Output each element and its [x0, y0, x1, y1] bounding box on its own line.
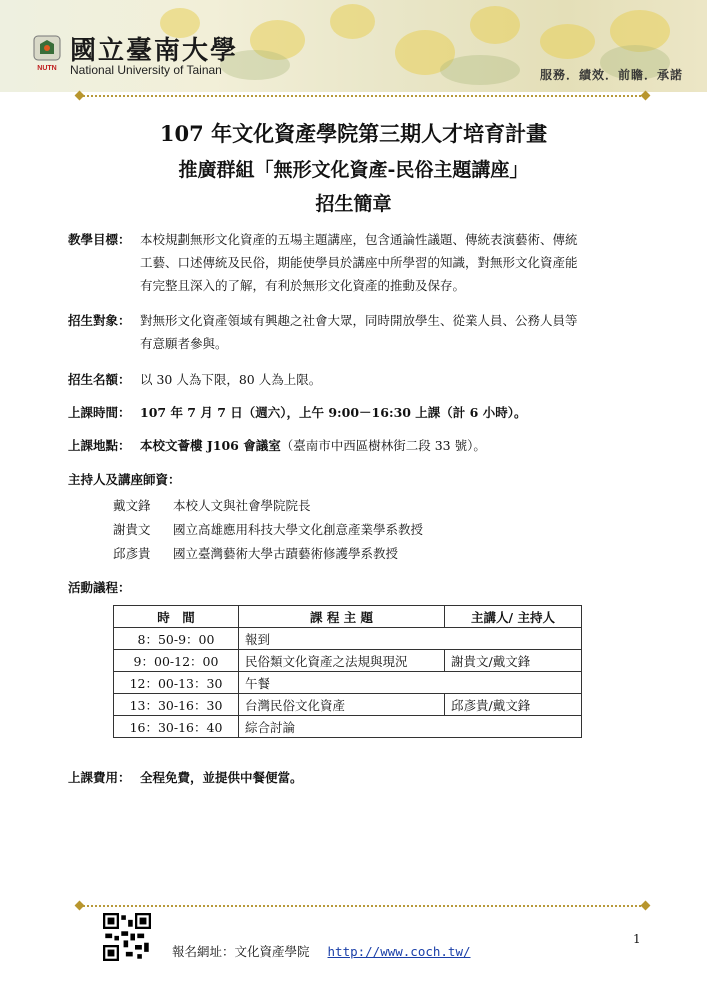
signup-label: 報名網址：文化資產學院 [172, 944, 310, 959]
cell-time: 8：50-9：00 [114, 628, 239, 650]
host-name: 謝貴文 [113, 522, 151, 537]
goal-line-3: 有完整且深入的了解，有利於無形文化資產的推動及保存。 [140, 278, 466, 293]
cell-topic: 民俗類文化資產之法規與現況 [239, 650, 445, 672]
cell-topic: 報到 [239, 628, 582, 650]
quota-text: 以 30 人為下限，80 人為上限。 [140, 372, 322, 387]
host-title: 國立臺灣藝術大學古蹟藝術修護學系教授 [172, 546, 398, 561]
cell-time: 16：30-16：40 [114, 716, 239, 738]
header-topic: 課 程 主 題 [239, 606, 445, 628]
fee-label: 上課費用： [68, 770, 131, 785]
table-row [114, 716, 582, 738]
table-row [114, 628, 582, 650]
place-text [140, 434, 645, 457]
cell-speaker: 謝貴文/戴文鋒 [445, 650, 582, 672]
page-heading: 招生簡章 [315, 193, 392, 215]
quota-label: 招生名額： [68, 372, 131, 387]
target-line-2: 有意願者參與。 [140, 336, 228, 351]
host-title: 國立高雄應用科技大學文化創意產業學系教授 [172, 522, 423, 537]
host-row [113, 544, 398, 562]
university-name: 國立臺南大學 [70, 36, 239, 66]
page-subtitle: 推廣群組「無形文化資產-民俗主題講座」 [178, 159, 529, 181]
goal-label: 教學目標： [68, 232, 131, 247]
header-speaker: 主講人/ 主持人 [445, 606, 582, 628]
host-name: 邱彥貴 [113, 546, 151, 561]
goal-text [140, 228, 645, 297]
page-number: 1 [633, 932, 641, 946]
header-banner [0, 0, 707, 92]
fee-text: 全程免費，並提供中餐便當。 [140, 770, 303, 785]
hosts-label: 主持人及講座師資： [68, 472, 181, 487]
table-row [114, 650, 582, 672]
cell-topic: 綜合討論 [239, 716, 582, 738]
cell-time: 9：00-12：00 [114, 650, 239, 672]
cell-topic: 台灣民俗文化資產 [239, 694, 445, 716]
table-header-row [114, 606, 582, 628]
target-text [140, 309, 645, 355]
signup-line [172, 942, 471, 960]
place-room: 本校文薈樓 J106 會議室 [140, 438, 281, 453]
table-row [114, 672, 582, 694]
host-row [113, 496, 311, 514]
place-label: 上課地點： [68, 438, 131, 453]
table-row [114, 694, 582, 716]
cell-time: 13：30-16：30 [114, 694, 239, 716]
cell-time: 12：00-13：30 [114, 672, 239, 694]
university-logo-icon [32, 34, 62, 74]
cell-topic: 午餐 [239, 672, 582, 694]
target-line-1: 對無形文化資產領域有興趣之社會大眾，同時開放學生、從業人員、公務人員等 [140, 313, 578, 328]
time-label: 上課時間： [68, 405, 131, 420]
signup-link[interactable]: http://www.coch.tw/ [327, 944, 471, 959]
footer-divider [80, 905, 645, 907]
cell-speaker: 邱彥貴/戴文鋒 [445, 694, 582, 716]
header-divider [80, 95, 645, 97]
header-time: 時 間 [114, 606, 239, 628]
university-name-en: National University of Tainan [70, 63, 222, 77]
slogan: 服務．績效．前瞻．承諾 [540, 68, 684, 82]
goal-line-1: 本校規劃無形文化資產的五場主題講座，包含通論性議題、傳統表演藝術、傳統 [140, 232, 578, 247]
host-name: 戴文鋒 [113, 498, 151, 513]
host-row [113, 520, 423, 538]
agenda-table [113, 605, 582, 738]
agenda-label: 活動議程： [68, 580, 131, 595]
target-label: 招生對象： [68, 313, 131, 328]
page-title: 107 年文化資產學院第三期人才培育計畫 [159, 121, 548, 146]
qr-code-icon[interactable] [103, 913, 151, 961]
place-address: （臺南市中西區樹林街二段 33 號）。 [280, 438, 486, 453]
goal-line-2: 工藝、口述傳統及民俗，期能使學員於講座中所學習的知識，對無形文化資產能 [140, 255, 578, 270]
host-title: 本校人文與社會學院院長 [172, 498, 311, 513]
time-text: 107 年 7 月 7 日（週六），上午 9:00－16:30 上課（計 6 小時）。 [140, 405, 527, 420]
logo-text: NUTN [37, 65, 57, 72]
